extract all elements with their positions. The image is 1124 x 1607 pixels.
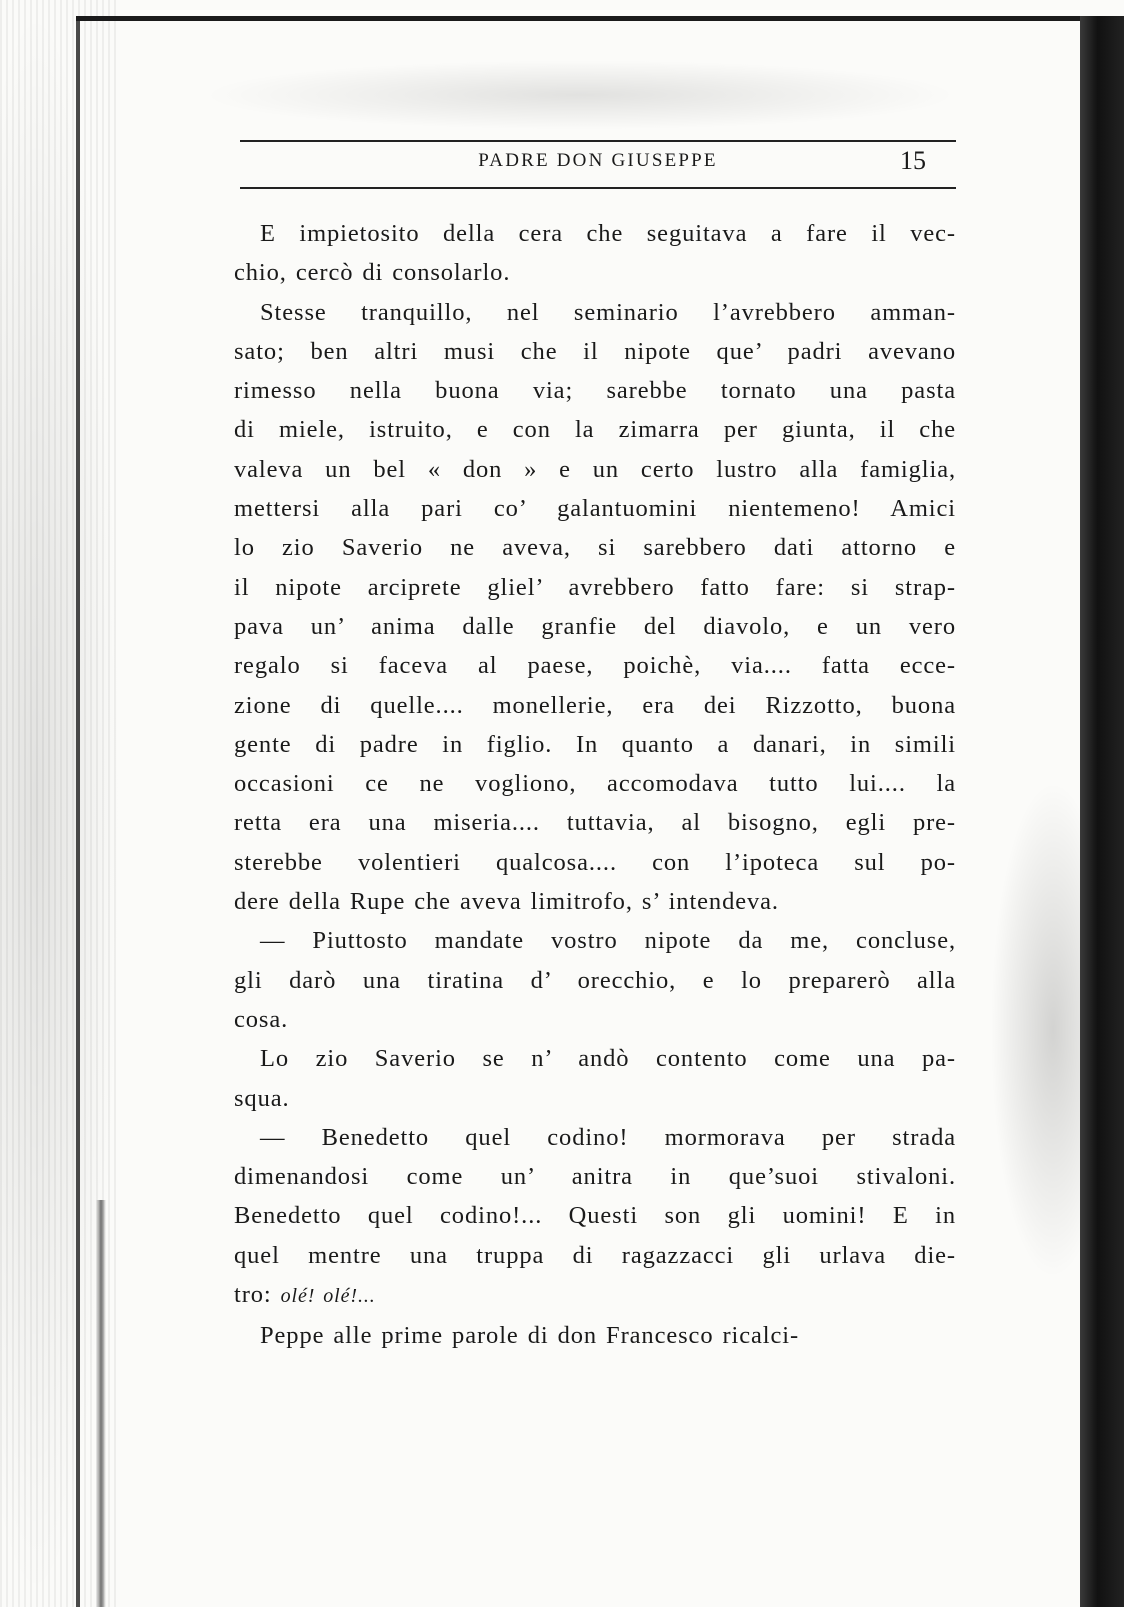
text-line: rimesso nella buona via; sarebbe tornato una pasta [234, 377, 956, 405]
scan-smudge-right [990, 780, 1080, 1280]
text-line: Lo zio Saverio se n’ andò contento come una pa- [260, 1045, 956, 1073]
text-line: di miele, istruito, e con la zimarra per giunta, il che [234, 416, 956, 444]
scan-smudge-top [200, 60, 960, 130]
text-line: quel mentre una truppa di ragazzacci gli urlava die- [234, 1241, 956, 1269]
text-line: gente di padre in figlio. In quanto a danari, in simili [234, 730, 956, 758]
text-line: sato; ben altri musi che il nipote que’ padri avevano [234, 337, 956, 365]
text-line: Benedetto quel codino!... Questi son gli uomini! E in [234, 1202, 956, 1230]
text-line: occasioni ce ne vogliono, accomodava tutto lui.... la [234, 770, 956, 798]
text-line: E impietosito della cera che seguitava a fare il vec- [260, 220, 956, 247]
text-line: — Piuttosto mandate vostro nipote da me, concluse, [260, 927, 956, 955]
text-line: dimenandosi come un’ anitra in que’suoi stivaloni. [234, 1163, 956, 1191]
text-line: sterebbe volentieri qualcosa.... con l’ipoteca sul po- [234, 848, 956, 876]
text-lines [234, 214, 956, 1275]
text-line: squa. [234, 1084, 290, 1112]
text-line: pava un’ anima dalle granfie del diavolo, e un vero [234, 612, 956, 640]
text-line: zione di quelle.... monellerie, era dei Rizzotto, buona [234, 691, 956, 719]
spine-shadow [96, 1200, 106, 1607]
text-line: Stesse tranquillo, nel seminario l’avrebbero amman- [260, 298, 956, 326]
text-line: lo zio Saverio ne aveva, si sarebbero dati attorno e [234, 534, 956, 562]
text-line-italic [234, 1275, 956, 1316]
body-text [234, 214, 956, 1356]
page-number: 15 [900, 146, 926, 175]
text-line: — Benedetto quel codino! mormorava per strada [260, 1123, 956, 1151]
text-line: dere della Rupe che aveva limitrofo, s’ intendeva. [234, 888, 779, 916]
text-line: valeva un bel « don » e un certo lustro alla famiglia, [234, 455, 956, 483]
text-line: regalo si faceva al paese, poichè, via.... fatta ecce- [234, 652, 956, 680]
line-prefix: tro: [234, 1281, 281, 1309]
running-head [240, 148, 956, 180]
text-line: cosa. [234, 1005, 289, 1033]
text-line: mettersi alla pari co’ galantuomini nientemeno! Amici [234, 495, 956, 523]
page-top-edge [76, 16, 1086, 21]
header-rule-bottom [240, 187, 956, 189]
text-line: chio, cercò di consolarlo. [234, 259, 511, 287]
page-right-edge [1080, 16, 1124, 1607]
text-line: il nipote arciprete gliel’ avrebbero fatto fare: si strap- [234, 573, 956, 601]
header-rule-top [240, 140, 956, 142]
italic-exclamation: olé! olé!... [280, 1285, 376, 1308]
text-line-last: Peppe alle prime parole di don Francesco ricalci- [260, 1322, 800, 1350]
text-line: gli darò una tiratina d’ orecchio, e lo preparerò alla [234, 966, 956, 994]
running-title: PADRE DON GIUSEPPE [478, 150, 718, 171]
spine-line [76, 18, 80, 1607]
text-line: retta era una miseria.... tuttavia, al bisogno, egli pre- [234, 809, 956, 837]
